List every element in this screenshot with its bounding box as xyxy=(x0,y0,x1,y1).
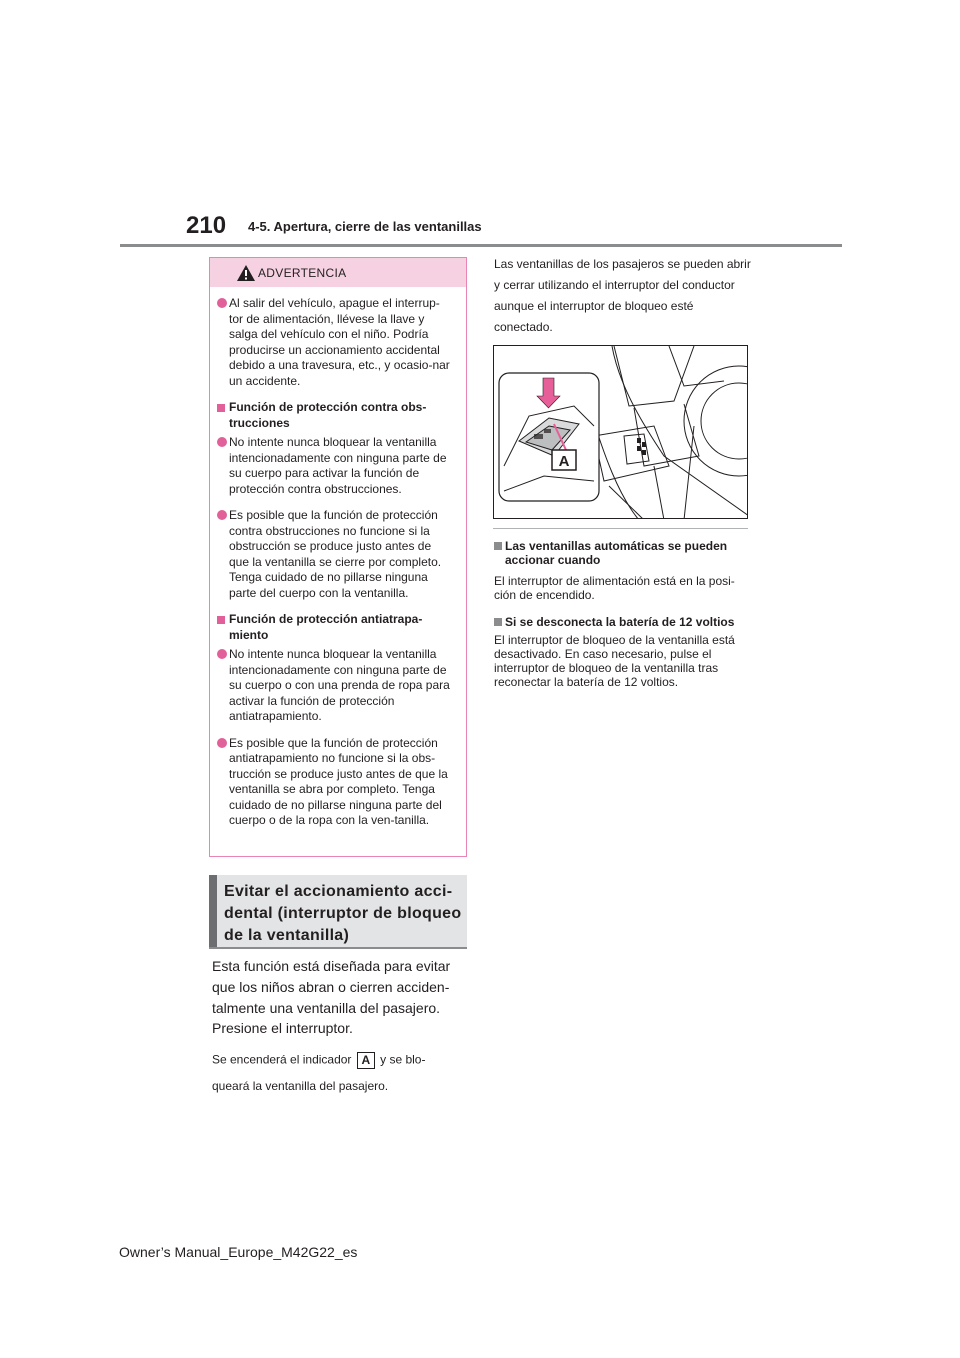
footer-text: Owner’s Manual_Europe_M42G22_es xyxy=(119,1244,358,1260)
warning-bullet: No intente nunca bloquear la ventanilla intencionadamente con ninguna parte de su cuerpo para activar la función de protección contra obstrucciones. xyxy=(217,435,452,497)
square-icon xyxy=(494,542,502,550)
bullet-icon xyxy=(217,510,227,520)
section-title: 4-5. Apertura, cierre de las ventanillas xyxy=(248,219,482,234)
right-subheading: Si se desconecta la batería de 12 voltios xyxy=(494,615,754,629)
window-switch-illustration xyxy=(494,346,748,519)
warning-icon xyxy=(236,264,256,282)
section-heading-underline xyxy=(209,947,467,949)
warning-bullet: Al salir del vehículo, apague el interrup-tor de alimentación, llévese la llave y salga del vehículo con el niño. Podría producirse un accionamiento accidental debido a una travesura, etc., y ocasio-nar un accidente. xyxy=(217,296,452,389)
bullet-icon xyxy=(217,437,227,447)
right-subtext: El interruptor de alimentación está en la posi-ción de encendido. xyxy=(494,574,735,602)
warning-body xyxy=(210,287,466,829)
warning-subheading: Función de protección antiatrapa-miento xyxy=(217,612,452,643)
section-heading: Evitar el accionamiento acci-dental (interruptor de bloqueo de la ventanilla) xyxy=(209,875,467,947)
warning-bullet: No intente nunca bloquear la ventanilla intencionadamente con ninguna parte de su cuerpo o con una prenda de ropa para activar la función de protección antiatrapamiento. xyxy=(217,647,452,725)
warning-header xyxy=(210,258,466,287)
square-icon xyxy=(217,404,225,412)
square-icon xyxy=(217,616,225,624)
switch-illustration xyxy=(493,345,748,519)
warning-bullet: Es posible que la función de protección contra obstrucciones no funcione si la obstrucción se produce justo antes de que la ventanilla se cierre por completo. Tenga cuidado de no pillarse ninguna parte del cuerpo con la ventanilla. xyxy=(217,508,452,601)
warning-box xyxy=(209,257,467,857)
body-note: Se encenderá el indicador A y se blo- xyxy=(212,1052,426,1067)
right-intro: Las ventanillas de los pasajeros se pueden abrir y cerrar utilizando el interruptor del conductor aunque el interruptor de bloqueo esté conectado. xyxy=(494,257,751,334)
header-rule xyxy=(120,244,842,247)
right-subtext: El interruptor de bloqueo de la ventanilla está desactivado. En caso necesario, pulse el interruptor de bloqueo de la ventanilla tras reconectar la batería de 12 voltios. xyxy=(494,633,735,689)
warning-subheading: Función de protección contra obs-trucciones xyxy=(217,400,452,431)
bullet-icon xyxy=(217,298,227,308)
warning-label: ADVERTENCIA xyxy=(258,266,347,280)
body-paragraph: Esta función está diseñada para evitar que los niños abran o cierren acciden-talmente una ventanilla del pasajero. xyxy=(212,958,451,1016)
figure-divider xyxy=(493,528,748,529)
warning-bullet: Es posible que la función de protección antiatrapamiento no funcione si la obs-trucción se produce justo antes de que la ventanilla se abra por completo. Tenga cuidado de no pillarse ninguna parte del cuerpo o de la ropa con la ven-tanilla. xyxy=(217,736,452,829)
figure-callout-a: A xyxy=(558,453,570,470)
bullet-icon xyxy=(217,649,227,659)
right-subheading: Las ventanillas automáticas se pueden accionar cuando xyxy=(494,539,754,567)
body-note-continued: queará la ventanilla del pasajero. xyxy=(212,1079,389,1093)
square-icon xyxy=(494,618,502,626)
body-instruction: Presione el interruptor. xyxy=(212,1020,353,1036)
callout-badge-a: A xyxy=(357,1052,375,1069)
bullet-icon xyxy=(217,738,227,748)
page-number: 210 xyxy=(186,212,227,239)
